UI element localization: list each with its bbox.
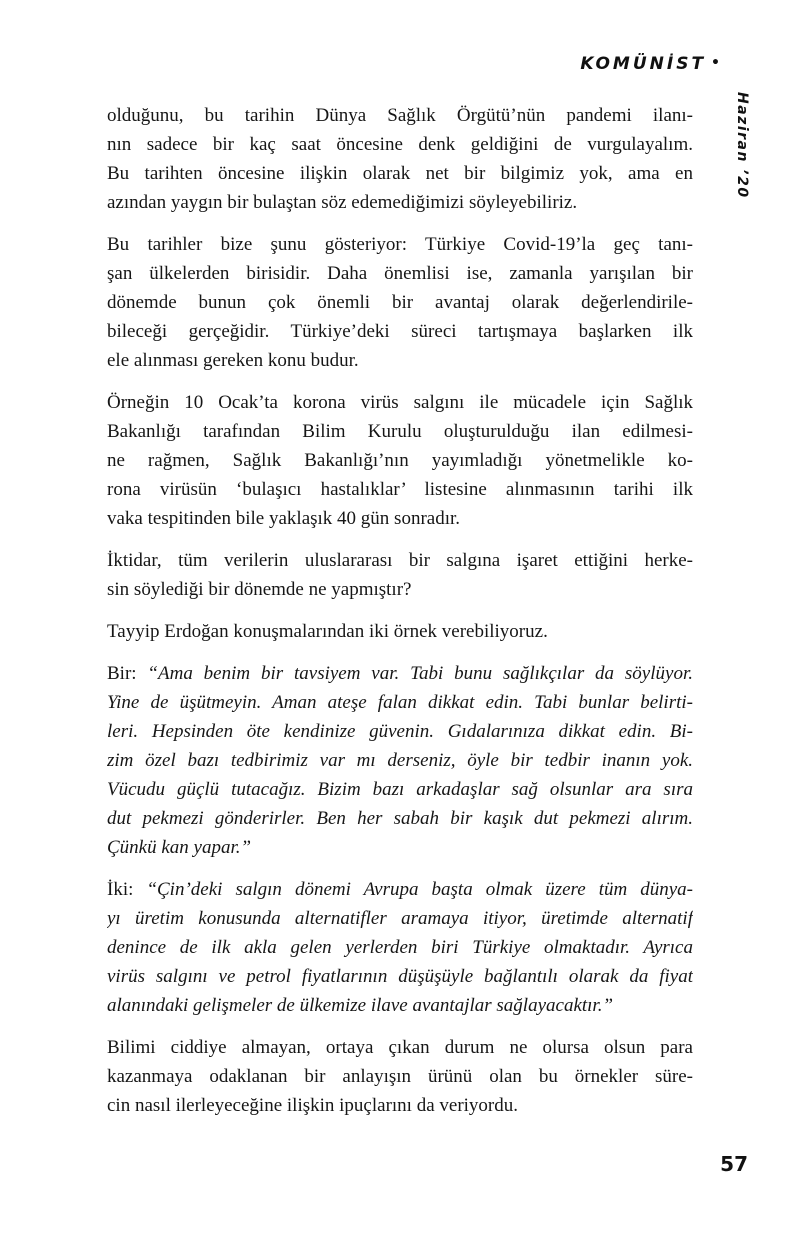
- text-line: Tayyip Erdoğan konuşmalarından iki örnek verebiliyoruz.: [107, 621, 548, 642]
- text-line: kazanmaya odaklanan bir anlayışın ürünü olan bu örnekler süre-: [107, 1066, 693, 1087]
- text-line: şan ülkelerden birisidir. Daha önemlisi ise, zamanla yarışılan bir: [107, 263, 693, 284]
- text-line: İktidar, tüm verilerin uluslararası bir salgına işaret ettiğini herke-: [107, 550, 693, 571]
- text-line: Bu tarihler bize şunu gösteriyor: Türkiye Covid-19’la geç tanı-: [107, 234, 693, 255]
- page-number: 57: [720, 1152, 748, 1176]
- text-line: virüs salgını ve petrol fiyatlarının düşüşüyle bağlantılı olarak da fiyat: [107, 966, 693, 987]
- text-line: ne rağmen, Sağlık Bakanlığı’nın yayımladığı yönetmelikle ko-: [107, 450, 693, 471]
- paragraph: [107, 546, 693, 604]
- text-line: sin söylediği bir dönemde ne yapmıştır?: [107, 579, 412, 600]
- text-line: Bakanlığı tarafından Bilim Kurulu oluşturulduğu ilan edilmesi-: [107, 421, 693, 442]
- text-line: cin nasıl ilerleyeceğine ilişkin ipuçlarını da veriyordu.: [107, 1095, 519, 1116]
- quote-paragraph: [107, 875, 693, 1020]
- paragraph: [107, 101, 693, 217]
- text-line: dut pekmezi gönderirler. Ben her sabah bir kaşık dut pekmezi alırım.: [107, 808, 693, 829]
- quote-text: “Ama benim bir tavsiyem var. Tabi bunu sağlıkçılar da söylüyor.: [147, 663, 693, 684]
- text-line: Örneğin 10 Ocak’ta korona virüs salgını ile mücadele için Sağlık: [107, 392, 693, 413]
- text-line: yı üretim konusunda alternatifler aramaya itiyor, üretimde alternatif: [107, 908, 693, 929]
- quote-text: “Çin’deki salgın dönemi Avrupa başta olmak üzere tüm dünya-: [146, 879, 693, 900]
- text-line: zim özel bazı tedbirimiz var mı derseniz, öyle bir tedbir inanın yok.: [107, 750, 693, 771]
- magazine-title: KOMÜNİST: [580, 54, 707, 74]
- text-line: [107, 875, 693, 904]
- text-line: dönemde bunun çok önemli bir avantaj olarak değerlendirile-: [107, 292, 693, 313]
- text-line: [107, 659, 693, 688]
- paragraph: [107, 617, 693, 646]
- text-line: Vücudu güçlü tutacağız. Bizim bazı arkadaşlar sağ olsunlar ara sıra: [107, 779, 693, 800]
- quote-label: Bir:: [107, 663, 148, 684]
- masthead: [580, 54, 720, 74]
- text-line: vaka tespitinden bile yaklaşık 40 gün sonradır.: [107, 508, 461, 529]
- text-line: alanındaki gelişmeler de ülkemize ilave avantajlar sağlayacaktır.”: [107, 995, 614, 1016]
- text-line: ele alınması gereken konu budur.: [107, 350, 359, 371]
- text-line: bileceği gerçeğidir. Türkiye’deki süreci tartışmaya başlarken ilk: [107, 321, 693, 342]
- paragraph: [107, 388, 693, 533]
- paragraph: [107, 1033, 693, 1120]
- text-line: azından yaygın bir bulaştan söz edemediğimizi söyleyebiliriz.: [107, 192, 578, 213]
- quote-label: İki:: [107, 879, 147, 900]
- text-line: olduğunu, bu tarihin Dünya Sağlık Örgütü’nün pandemi ilanı-: [107, 105, 693, 126]
- text-line: Çünkü kan yapar.”: [107, 837, 252, 858]
- text-line: leri. Hepsinden öte kendinize güvenin. Gıdalarınıza dikkat edin. Bi-: [107, 721, 693, 742]
- text-line: Bu tarihten öncesine ilişkin olarak net bir bilgimiz yok, ama en: [107, 163, 693, 184]
- edition-date: Haziran ’20: [734, 92, 750, 199]
- title-bullet-icon: •: [711, 55, 720, 71]
- body-text: [107, 101, 693, 1133]
- text-line: Yine de üşütmeyin. Aman ateşe falan dikkat edin. Tabi bunlar belirti-: [107, 692, 693, 713]
- paragraph: [107, 230, 693, 375]
- text-line: rona virüsün ‘bulaşıcı hastalıklar’ listesine alınmasının tarihi ilk: [107, 479, 693, 500]
- text-line: Bilimi ciddiye almayan, ortaya çıkan durum ne olursa olsun para: [107, 1037, 693, 1058]
- text-line: denince de ilk akla gelen yerlerden biri Türkiye olmaktadır. Ayrıca: [107, 937, 693, 958]
- quote-paragraph: [107, 659, 693, 862]
- text-line: nın sadece bir kaç saat öncesine denk geldiğini de vurgulayalım.: [107, 134, 693, 155]
